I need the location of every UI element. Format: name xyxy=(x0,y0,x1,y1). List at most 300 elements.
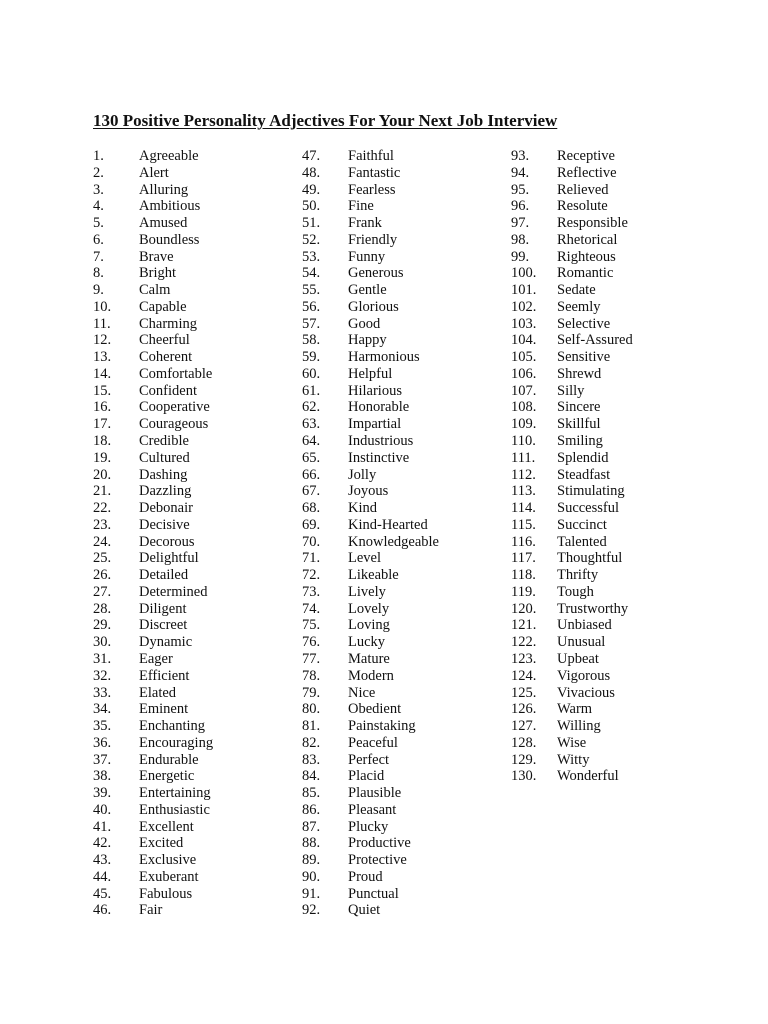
item-number: 29. xyxy=(93,617,112,634)
item-number: 116. xyxy=(511,533,536,550)
item-number: 53. xyxy=(302,248,321,265)
adjective-text: Excited xyxy=(139,835,184,852)
list-item xyxy=(511,450,633,467)
adjective-text: Harmonious xyxy=(348,349,420,366)
adjective-text: Punctual xyxy=(348,885,399,902)
list-item xyxy=(93,685,213,702)
adjective-text: Likeable xyxy=(348,567,399,584)
list-item xyxy=(302,517,439,534)
list-item xyxy=(302,651,439,668)
item-number: 14. xyxy=(93,365,112,382)
list-item xyxy=(302,299,439,316)
item-number: 4. xyxy=(93,198,104,215)
item-number: 76. xyxy=(302,634,321,651)
list-item xyxy=(302,550,439,567)
item-number: 50. xyxy=(302,198,321,215)
item-number: 108. xyxy=(511,399,537,416)
item-number: 124. xyxy=(511,667,537,684)
list-item xyxy=(302,718,439,735)
adjective-text: Shrewd xyxy=(557,365,602,382)
list-item xyxy=(93,634,213,651)
item-number: 97. xyxy=(511,215,530,232)
item-number: 25. xyxy=(93,550,112,567)
adjective-text: Cooperative xyxy=(139,399,210,416)
adjective-text: Exclusive xyxy=(139,852,197,869)
adjective-text: Placid xyxy=(348,768,385,785)
item-number: 35. xyxy=(93,718,112,735)
list-item xyxy=(511,685,633,702)
adjective-text: Plucky xyxy=(348,818,389,835)
item-number: 122. xyxy=(511,634,537,651)
item-number: 107. xyxy=(511,382,537,399)
item-number: 28. xyxy=(93,600,112,617)
item-number: 110. xyxy=(511,433,536,450)
adjective-text: Cultured xyxy=(139,449,190,466)
item-number: 84. xyxy=(302,768,321,785)
item-number: 99. xyxy=(511,248,530,265)
adjective-text: Eminent xyxy=(139,701,189,718)
item-number: 95. xyxy=(511,181,530,198)
adjective-text: Hilarious xyxy=(348,382,402,399)
list-item xyxy=(302,467,439,484)
adjective-text: Fabulous xyxy=(139,885,193,902)
item-number: 43. xyxy=(93,852,112,869)
list-item xyxy=(302,450,439,467)
item-number: 92. xyxy=(302,902,321,919)
adjective-text: Entertaining xyxy=(139,785,211,802)
adjective-text: Level xyxy=(348,550,382,567)
list-item xyxy=(302,819,439,836)
item-number: 79. xyxy=(302,684,321,701)
adjective-text: Proud xyxy=(348,868,383,885)
item-number: 130. xyxy=(511,768,537,785)
item-number: 5. xyxy=(93,215,104,232)
list-item xyxy=(93,601,213,618)
list-item xyxy=(302,500,439,517)
adjective-text: Gentle xyxy=(348,282,387,299)
list-item xyxy=(511,651,633,668)
list-item xyxy=(93,299,213,316)
item-number: 18. xyxy=(93,433,112,450)
adjective-text: Warm xyxy=(557,701,593,718)
adjective-text: Helpful xyxy=(348,365,393,382)
adjective-text: Romantic xyxy=(557,265,614,282)
item-number: 31. xyxy=(93,650,112,667)
item-number: 106. xyxy=(511,365,537,382)
list-item xyxy=(511,500,633,517)
list-item xyxy=(93,450,213,467)
list-item xyxy=(93,668,213,685)
adjective-text: Obedient xyxy=(348,701,402,718)
item-number: 69. xyxy=(302,516,321,533)
adjective-text: Upbeat xyxy=(557,650,599,667)
item-number: 70. xyxy=(302,533,321,550)
item-number: 59. xyxy=(302,349,321,366)
adjective-text: Lovely xyxy=(348,600,390,617)
list-item xyxy=(93,802,213,819)
item-number: 52. xyxy=(302,231,321,248)
list-item xyxy=(302,383,439,400)
item-number: 104. xyxy=(511,332,537,349)
list-item xyxy=(93,416,213,433)
list-item xyxy=(93,366,213,383)
item-number: 83. xyxy=(302,751,321,768)
adjective-text: Willing xyxy=(557,718,601,735)
item-number: 87. xyxy=(302,818,321,835)
item-number: 113. xyxy=(511,483,536,500)
adjective-text: Courageous xyxy=(139,416,209,433)
item-number: 36. xyxy=(93,734,112,751)
item-number: 62. xyxy=(302,399,321,416)
adjective-text: Thoughtful xyxy=(557,550,623,567)
list-item xyxy=(302,349,439,366)
adjective-text: Thrifty xyxy=(557,567,599,584)
item-number: 16. xyxy=(93,399,112,416)
item-number: 46. xyxy=(93,902,112,919)
adjective-text: Receptive xyxy=(557,148,615,164)
item-number: 77. xyxy=(302,650,321,667)
adjective-text: Kind xyxy=(348,500,377,517)
adjective-text: Self-Assured xyxy=(557,332,633,349)
item-number: 74. xyxy=(302,600,321,617)
adjective-text: Honorable xyxy=(348,399,410,416)
list-item xyxy=(511,198,633,215)
list-item xyxy=(302,433,439,450)
list-item xyxy=(93,249,213,266)
list-item xyxy=(511,517,633,534)
list-item xyxy=(511,617,633,634)
adjective-text: Fine xyxy=(348,198,374,215)
adjective-text: Selective xyxy=(557,315,611,332)
adjective-text: Happy xyxy=(348,332,387,349)
list-item xyxy=(302,182,439,199)
adjective-text: Trustworthy xyxy=(557,600,629,617)
adjective-text: Comfortable xyxy=(139,365,213,382)
item-number: 8. xyxy=(93,265,104,282)
adjective-text: Vivacious xyxy=(557,684,615,701)
list-item xyxy=(302,852,439,869)
list-item xyxy=(93,182,213,199)
list-item xyxy=(511,316,633,333)
adjective-text: Calm xyxy=(139,282,171,299)
item-number: 27. xyxy=(93,583,112,600)
adjective-text: Jolly xyxy=(348,466,377,483)
adjective-text: Bright xyxy=(139,265,177,282)
adjective-text: Skillful xyxy=(557,416,601,433)
adjective-text: Funny xyxy=(348,248,386,265)
list-item xyxy=(302,752,439,769)
adjective-text: Reflective xyxy=(557,164,617,181)
adjective-text: Amused xyxy=(139,215,188,232)
item-number: 38. xyxy=(93,768,112,785)
adjective-text: Generous xyxy=(348,265,404,282)
adjective-text: Impartial xyxy=(348,416,402,433)
list-item xyxy=(93,500,213,517)
list-item xyxy=(93,517,213,534)
list-item xyxy=(302,735,439,752)
list-item xyxy=(511,433,633,450)
adjective-text: Unusual xyxy=(557,634,606,651)
item-number: 85. xyxy=(302,785,321,802)
list-item xyxy=(302,534,439,551)
adjective-text: Silly xyxy=(557,382,585,399)
adjective-text: Productive xyxy=(348,835,411,852)
adjective-text: Dazzling xyxy=(139,483,192,500)
list-item xyxy=(511,467,633,484)
adjective-text: Wise xyxy=(557,734,587,751)
item-number: 34. xyxy=(93,701,112,718)
item-number: 128. xyxy=(511,734,537,751)
adjective-text: Instinctive xyxy=(348,449,410,466)
item-number: 45. xyxy=(93,885,112,902)
item-number: 2. xyxy=(93,164,104,181)
adjective-text: Succinct xyxy=(557,516,607,533)
adjective-text: Lucky xyxy=(348,634,386,651)
list-item xyxy=(93,265,213,282)
adjective-text: Cheerful xyxy=(139,332,190,349)
adjective-text: Detailed xyxy=(139,567,189,584)
item-number: 129. xyxy=(511,751,537,768)
adjective-text: Discreet xyxy=(139,617,188,634)
item-number: 125. xyxy=(511,684,537,701)
list-item xyxy=(302,785,439,802)
adjective-text: Elated xyxy=(139,684,177,701)
item-number: 100. xyxy=(511,265,537,282)
list-item xyxy=(511,735,633,752)
adjective-text: Glorious xyxy=(348,298,399,315)
list-item xyxy=(511,383,633,400)
list-item xyxy=(511,215,633,232)
item-number: 12. xyxy=(93,332,112,349)
item-number: 15. xyxy=(93,382,112,399)
list-item xyxy=(302,316,439,333)
item-number: 86. xyxy=(302,801,321,818)
item-number: 32. xyxy=(93,667,112,684)
list-item xyxy=(93,433,213,450)
list-item xyxy=(302,249,439,266)
adjective-text: Vigorous xyxy=(557,667,611,684)
item-number: 20. xyxy=(93,466,112,483)
adjective-text: Energetic xyxy=(139,768,195,785)
list-item xyxy=(511,366,633,383)
list-item xyxy=(511,534,633,551)
list-item xyxy=(302,617,439,634)
list-item xyxy=(302,198,439,215)
list-item xyxy=(93,869,213,886)
page-title: 130 Positive Personality Adjectives For Your Next Job Interview xyxy=(93,111,558,130)
item-number: 66. xyxy=(302,466,321,483)
list-item xyxy=(93,215,213,232)
adjective-text: Frank xyxy=(348,215,382,232)
adjective-text: Resolute xyxy=(557,198,608,215)
adjective-text: Smiling xyxy=(557,433,603,450)
adjective-text: Coherent xyxy=(139,349,193,366)
adjective-text: Alert xyxy=(139,164,169,181)
item-number: 65. xyxy=(302,449,321,466)
item-number: 101. xyxy=(511,282,537,299)
item-number: 39. xyxy=(93,785,112,802)
adjective-text: Splendid xyxy=(557,449,609,466)
list-item xyxy=(93,886,213,903)
item-number: 88. xyxy=(302,835,321,852)
adjective-text: Lively xyxy=(348,583,386,600)
adjective-text: Industrious xyxy=(348,433,414,450)
list-item xyxy=(511,634,633,651)
adjective-text: Plausible xyxy=(348,785,402,802)
item-number: 115. xyxy=(511,516,536,533)
list-item xyxy=(302,685,439,702)
adjective-text: Debonair xyxy=(139,500,193,517)
list-item xyxy=(93,198,213,215)
list-item xyxy=(93,550,213,567)
list-item xyxy=(302,634,439,651)
adjective-text: Efficient xyxy=(139,667,190,684)
list-item xyxy=(93,282,213,299)
list-item xyxy=(302,802,439,819)
item-number: 61. xyxy=(302,382,321,399)
list-item xyxy=(302,416,439,433)
item-number: 47. xyxy=(302,148,321,164)
list-item xyxy=(511,416,633,433)
adjective-text: Encouraging xyxy=(139,734,214,751)
item-number: 96. xyxy=(511,198,530,215)
item-number: 22. xyxy=(93,500,112,517)
item-number: 24. xyxy=(93,533,112,550)
list-item xyxy=(302,601,439,618)
adjective-text: Responsible xyxy=(557,215,628,232)
list-item xyxy=(302,886,439,903)
item-number: 26. xyxy=(93,567,112,584)
list-item xyxy=(302,215,439,232)
adjective-text: Confident xyxy=(139,382,197,399)
adjective-text: Fair xyxy=(139,902,163,919)
adjective-text: Boundless xyxy=(139,231,200,248)
list-item xyxy=(93,701,213,718)
item-number: 51. xyxy=(302,215,321,232)
list-item xyxy=(511,299,633,316)
list-item xyxy=(93,399,213,416)
list-item xyxy=(93,584,213,601)
item-number: 94. xyxy=(511,164,530,181)
item-number: 49. xyxy=(302,181,321,198)
item-number: 91. xyxy=(302,885,321,902)
list-item xyxy=(511,249,633,266)
list-item xyxy=(93,567,213,584)
adjective-text: Sedate xyxy=(557,282,596,299)
list-item xyxy=(302,483,439,500)
adjective-text: Kind-Hearted xyxy=(348,516,428,533)
item-number: 41. xyxy=(93,818,112,835)
adjective-text: Steadfast xyxy=(557,466,611,483)
item-number: 81. xyxy=(302,718,321,735)
item-number: 82. xyxy=(302,734,321,751)
list-item xyxy=(302,366,439,383)
adjective-text: Protective xyxy=(348,852,407,869)
list-item xyxy=(302,701,439,718)
list-item xyxy=(93,232,213,249)
item-number: 37. xyxy=(93,751,112,768)
item-number: 103. xyxy=(511,315,537,332)
adjective-text: Tough xyxy=(557,583,594,600)
list-item xyxy=(93,819,213,836)
item-number: 80. xyxy=(302,701,321,718)
adjective-text: Credible xyxy=(139,433,189,450)
list-item xyxy=(93,902,213,919)
adjective-text: Fearless xyxy=(348,181,396,198)
adjective-text: Talented xyxy=(557,533,607,550)
adjective-text: Stimulating xyxy=(557,483,625,500)
list-item xyxy=(511,701,633,718)
adjective-text: Dynamic xyxy=(139,634,193,651)
list-item xyxy=(511,182,633,199)
adjective-text: Capable xyxy=(139,298,187,315)
list-item xyxy=(511,483,633,500)
list-item xyxy=(93,768,213,785)
list-item xyxy=(302,584,439,601)
list-item xyxy=(302,902,439,919)
item-number: 42. xyxy=(93,835,112,852)
adjective-text: Loving xyxy=(348,617,390,634)
adjective-text: Excellent xyxy=(139,818,194,835)
item-number: 73. xyxy=(302,583,321,600)
list-item xyxy=(302,282,439,299)
adjective-text: Faithful xyxy=(348,148,394,164)
list-item xyxy=(93,852,213,869)
list-item xyxy=(93,467,213,484)
list-item xyxy=(93,718,213,735)
item-number: 30. xyxy=(93,634,112,651)
adjective-text: Alluring xyxy=(139,181,189,198)
adjective-text: Peaceful xyxy=(348,734,398,751)
list-item xyxy=(511,668,633,685)
item-number: 71. xyxy=(302,550,321,567)
list-item xyxy=(511,232,633,249)
list-item xyxy=(511,399,633,416)
list-item xyxy=(93,735,213,752)
list-item xyxy=(511,752,633,769)
adjective-text: Witty xyxy=(557,751,590,768)
adjective-text: Exuberant xyxy=(139,868,199,885)
adjective-text: Decorous xyxy=(139,533,195,550)
item-number: 23. xyxy=(93,516,112,533)
item-number: 98. xyxy=(511,231,530,248)
adjective-text: Quiet xyxy=(348,902,381,919)
adjective-text: Friendly xyxy=(348,231,398,248)
list-item xyxy=(93,349,213,366)
item-number: 10. xyxy=(93,298,112,315)
list-item xyxy=(511,550,633,567)
item-number: 9. xyxy=(93,282,104,299)
item-number: 40. xyxy=(93,801,112,818)
item-number: 105. xyxy=(511,349,537,366)
list-item xyxy=(302,332,439,349)
adjective-text: Joyous xyxy=(348,483,389,500)
item-number: 17. xyxy=(93,416,112,433)
item-number: 112. xyxy=(511,466,536,483)
adjective-text: Pleasant xyxy=(348,801,397,818)
item-number: 7. xyxy=(93,248,104,265)
item-number: 93. xyxy=(511,148,530,164)
adjective-column-1 xyxy=(93,148,213,919)
adjective-text: Dashing xyxy=(139,466,188,483)
item-number: 13. xyxy=(93,349,112,366)
item-number: 111. xyxy=(511,449,536,466)
adjective-text: Seemly xyxy=(557,298,601,315)
adjective-text: Knowledgeable xyxy=(348,533,439,550)
item-number: 48. xyxy=(302,164,321,181)
item-number: 118. xyxy=(511,567,536,584)
adjective-text: Unbiased xyxy=(557,617,612,634)
